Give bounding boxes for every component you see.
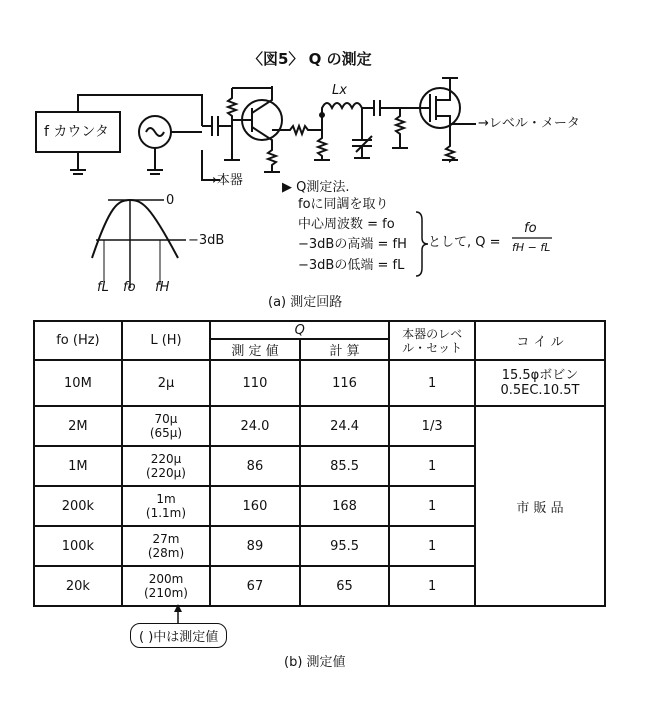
inductor-label: Lx: [332, 83, 347, 98]
q-measurement-table: [33, 320, 606, 607]
cell-l: 2μ: [122, 360, 210, 406]
counter-label: f カウンタ: [44, 124, 109, 140]
table-row: [34, 360, 605, 406]
figure-title: 〈図5〉 Q の測定: [248, 50, 372, 68]
method-line-1: ▶ Q測定法.: [282, 180, 350, 195]
cell-l-value: 220μ: [150, 452, 182, 466]
header-q-measured: 測 定 値: [210, 339, 300, 360]
cell-measured: 86: [210, 446, 300, 486]
table-row: [34, 406, 605, 446]
cell-l-value: 200m: [148, 572, 184, 586]
cell-measured: 110: [210, 360, 300, 406]
cell-level: 1/3: [389, 406, 475, 446]
cell-coil-rest: 市 販 品: [475, 406, 605, 606]
formula-denominator: fH − fL: [512, 241, 551, 254]
curve-x-label-fh: fH: [155, 280, 170, 295]
curve-x-label-fl: fL: [97, 280, 109, 295]
cell-fo: 200k: [34, 486, 122, 526]
cell-l-measured: (65μ): [149, 426, 183, 440]
cell-l: [122, 566, 210, 606]
callout-note: ( )中は測定値: [130, 623, 227, 648]
method-line-3: 中心周波数 = fo: [298, 217, 395, 232]
header-coil: コ イ ル: [475, 321, 605, 360]
cell-l-value: 70μ: [154, 412, 178, 426]
cell-calc: 85.5: [300, 446, 390, 486]
cell-fo: 1M: [34, 446, 122, 486]
cell-fo: 10M: [34, 360, 122, 406]
cell-measured: 160: [210, 486, 300, 526]
cell-calc: 116: [300, 360, 390, 406]
resonance-curve: [92, 200, 186, 288]
header-level: 本器のレベル・セット: [389, 321, 475, 360]
cell-level: 1: [389, 566, 475, 606]
cell-coil-row1: [475, 360, 605, 406]
header-q: Q: [210, 321, 389, 339]
cell-l: [122, 486, 210, 526]
curve-top-label: 0: [166, 193, 175, 208]
curve-x-label-fo: fo: [123, 280, 136, 295]
cell-calc: 65: [300, 566, 390, 606]
header-l: L (H): [122, 321, 210, 360]
formula-numerator: fo: [524, 221, 537, 236]
cell-l-value: 1m: [156, 492, 176, 506]
cell-fo: 2M: [34, 406, 122, 446]
cell-measured: 67: [210, 566, 300, 606]
cell-l: [122, 526, 210, 566]
cell-l: [122, 406, 210, 446]
method-line-4: −3dBの高端 = fH: [298, 237, 407, 252]
sine-icon: [146, 128, 164, 136]
method-line-5: −3dBの低端 = fL: [298, 258, 405, 273]
cell-l: [122, 446, 210, 486]
cell-measured: 24.0: [210, 406, 300, 446]
cell-calc: 24.4: [300, 406, 390, 446]
level-meter-label: →レベル・メータ: [478, 116, 580, 131]
header-fo: fo (Hz): [34, 321, 122, 360]
cell-level: 1: [389, 360, 475, 406]
cell-l-measured: (1.1m): [145, 506, 187, 520]
caption-b: (b) 測定値: [284, 655, 346, 670]
curve-db-label: −3dB: [188, 233, 225, 248]
formula-prefix: として, Q =: [428, 235, 501, 250]
cell-l-measured: (220μ): [146, 466, 186, 480]
cell-calc: 95.5: [300, 526, 390, 566]
cell-level: 1: [389, 486, 475, 526]
header-q-calc: 計 算: [300, 339, 390, 360]
method-line-2: foに同調を取り: [298, 197, 389, 212]
cell-level: 1: [389, 446, 475, 486]
device-label: →本器: [206, 173, 243, 188]
cell-level: 1: [389, 526, 475, 566]
coil-row1-line1: 15.5φボビン: [501, 368, 579, 383]
cell-l-measured: (28m): [147, 546, 185, 560]
caption-a: (a) 測定回路: [268, 295, 343, 310]
cell-l-value: 27m: [152, 532, 180, 546]
coil-row1-line2: 0.5EC.10.5T: [500, 383, 580, 398]
cell-l-measured: (210m): [144, 586, 188, 600]
cell-fo: 100k: [34, 526, 122, 566]
cell-calc: 168: [300, 486, 390, 526]
cell-measured: 89: [210, 526, 300, 566]
cell-fo: 20k: [34, 566, 122, 606]
